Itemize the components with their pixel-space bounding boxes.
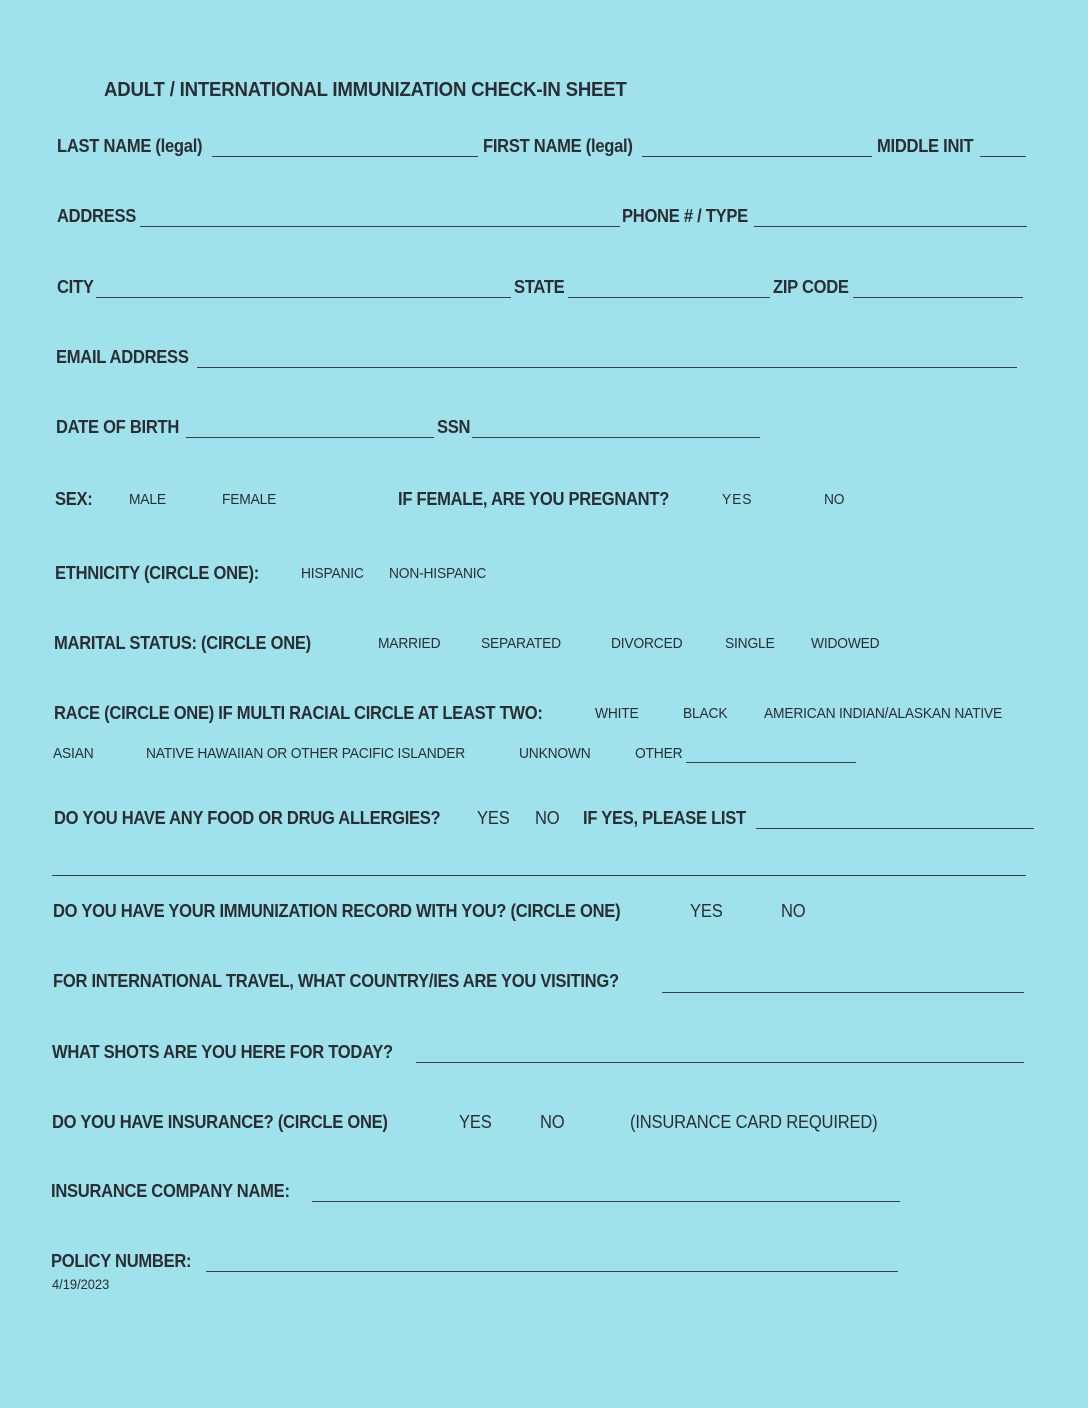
insurance-option-yes[interactable]: YES xyxy=(459,1112,492,1132)
insurance-note: (INSURANCE CARD REQUIRED) xyxy=(630,1112,878,1132)
pregnant-option-yes[interactable]: YES xyxy=(722,491,753,508)
sex-label: SEX: xyxy=(55,489,93,509)
allergy-list-label: IF YES, PLEASE LIST xyxy=(583,808,746,828)
race-row xyxy=(0,703,1088,733)
state-label: STATE xyxy=(514,277,565,297)
sex-option-female[interactable]: FEMALE xyxy=(222,491,277,508)
ethnicity-option-non-hispanic[interactable]: NON-HISPANIC xyxy=(389,565,487,582)
allergy-option-yes[interactable]: YES xyxy=(477,808,510,828)
marital-row xyxy=(0,633,1088,663)
travel-field[interactable] xyxy=(662,992,1024,993)
middle-init-label: MIDDLE INIT xyxy=(877,136,974,156)
last-name-field[interactable] xyxy=(212,156,478,157)
marital-option-divorced[interactable]: DIVORCED xyxy=(611,635,683,652)
zip-label: ZIP CODE xyxy=(773,277,849,297)
sex-option-male[interactable]: MALE xyxy=(129,491,166,508)
allergy-option-no[interactable]: NO xyxy=(535,808,560,828)
allergy-row xyxy=(0,808,1088,838)
form-title: ADULT / INTERNATIONAL IMMUNIZATION CHECK-IN SHEET xyxy=(104,79,627,101)
shots-row xyxy=(0,1042,1088,1072)
marital-option-separated[interactable]: SEPARATED xyxy=(481,635,561,652)
ssn-field[interactable] xyxy=(472,437,760,438)
record-option-no[interactable]: NO xyxy=(781,901,806,921)
policy-label: POLICY NUMBER: xyxy=(51,1251,192,1271)
policy-field[interactable] xyxy=(206,1271,898,1272)
sex-row xyxy=(0,489,1088,519)
form-date: 4/19/2023 xyxy=(52,1276,110,1292)
company-row xyxy=(0,1181,1088,1211)
email-label: EMAIL ADDRESS xyxy=(56,347,189,367)
race-row-2 xyxy=(0,743,1088,773)
ethnicity-option-hispanic[interactable]: HISPANIC xyxy=(301,565,364,582)
last-name-label: LAST NAME (legal) xyxy=(57,136,203,156)
pregnant-option-no[interactable]: NO xyxy=(824,491,845,508)
phone-field[interactable] xyxy=(754,226,1027,227)
race-option-unknown[interactable]: UNKNOWN xyxy=(519,745,591,762)
city-label: CITY xyxy=(57,277,94,297)
race-other-field[interactable] xyxy=(686,762,856,763)
insurance-option-no[interactable]: NO xyxy=(540,1112,565,1132)
ethnicity-label: ETHNICITY (CIRCLE ONE): xyxy=(55,563,260,583)
first-name-label: FIRST NAME (legal) xyxy=(483,136,633,156)
shots-field[interactable] xyxy=(416,1062,1024,1063)
ethnicity-row xyxy=(0,563,1088,593)
marital-label: MARITAL STATUS: (CIRCLE ONE) xyxy=(54,633,311,653)
record-label: DO YOU HAVE YOUR IMMUNIZATION RECORD WITH YOU? (CIRCLE ONE) xyxy=(53,901,621,921)
allergy-list-field-2[interactable] xyxy=(52,875,1026,876)
marital-option-married[interactable]: MARRIED xyxy=(378,635,441,652)
record-row xyxy=(0,901,1088,931)
state-field[interactable] xyxy=(568,297,770,298)
ssn-label: SSN xyxy=(437,417,471,437)
phone-label: PHONE # / TYPE xyxy=(622,206,748,226)
race-option-black[interactable]: BLACK xyxy=(683,705,728,722)
allergy-list-field[interactable] xyxy=(756,828,1034,829)
insurance-row xyxy=(0,1112,1088,1142)
marital-option-widowed[interactable]: WIDOWED xyxy=(811,635,880,652)
policy-row xyxy=(0,1251,1088,1281)
dob-row xyxy=(0,417,1088,447)
company-field[interactable] xyxy=(312,1201,900,1202)
name-row xyxy=(0,136,1088,166)
zip-field[interactable] xyxy=(853,297,1023,298)
insurance-label: DO YOU HAVE INSURANCE? (CIRCLE ONE) xyxy=(52,1112,388,1132)
city-row xyxy=(0,277,1088,307)
company-label: INSURANCE COMPANY NAME: xyxy=(51,1181,290,1201)
middle-init-field[interactable] xyxy=(980,156,1026,157)
email-row xyxy=(0,347,1088,377)
record-option-yes[interactable]: YES xyxy=(690,901,723,921)
city-field[interactable] xyxy=(96,297,511,298)
race-label: RACE (CIRCLE ONE) IF MULTI RACIAL CIRCLE AT LEAST TWO: xyxy=(54,703,543,723)
pregnant-label: IF FEMALE, ARE YOU PREGNANT? xyxy=(398,489,670,509)
race-option-other[interactable]: OTHER xyxy=(635,745,683,762)
travel-row xyxy=(0,971,1088,1001)
race-option-pacific-islander[interactable]: NATIVE HAWAIIAN OR OTHER PACIFIC ISLANDER xyxy=(146,745,466,762)
marital-option-single[interactable]: SINGLE xyxy=(725,635,775,652)
race-option-american-indian[interactable]: AMERICAN INDIAN/ALASKAN NATIVE xyxy=(764,705,1003,722)
address-label: ADDRESS xyxy=(57,206,137,226)
address-field[interactable] xyxy=(140,226,620,227)
race-option-asian[interactable]: ASIAN xyxy=(53,745,94,762)
race-option-white[interactable]: WHITE xyxy=(595,705,639,722)
dob-field[interactable] xyxy=(186,437,434,438)
first-name-field[interactable] xyxy=(642,156,872,157)
travel-label: FOR INTERNATIONAL TRAVEL, WHAT COUNTRY/IES ARE YOU VISITING? xyxy=(53,971,619,991)
address-row xyxy=(0,206,1088,236)
allergy-label: DO YOU HAVE ANY FOOD OR DRUG ALLERGIES? xyxy=(54,808,441,828)
email-field[interactable] xyxy=(197,367,1017,368)
dob-label: DATE OF BIRTH xyxy=(56,417,180,437)
shots-label: WHAT SHOTS ARE YOU HERE FOR TODAY? xyxy=(52,1042,393,1062)
